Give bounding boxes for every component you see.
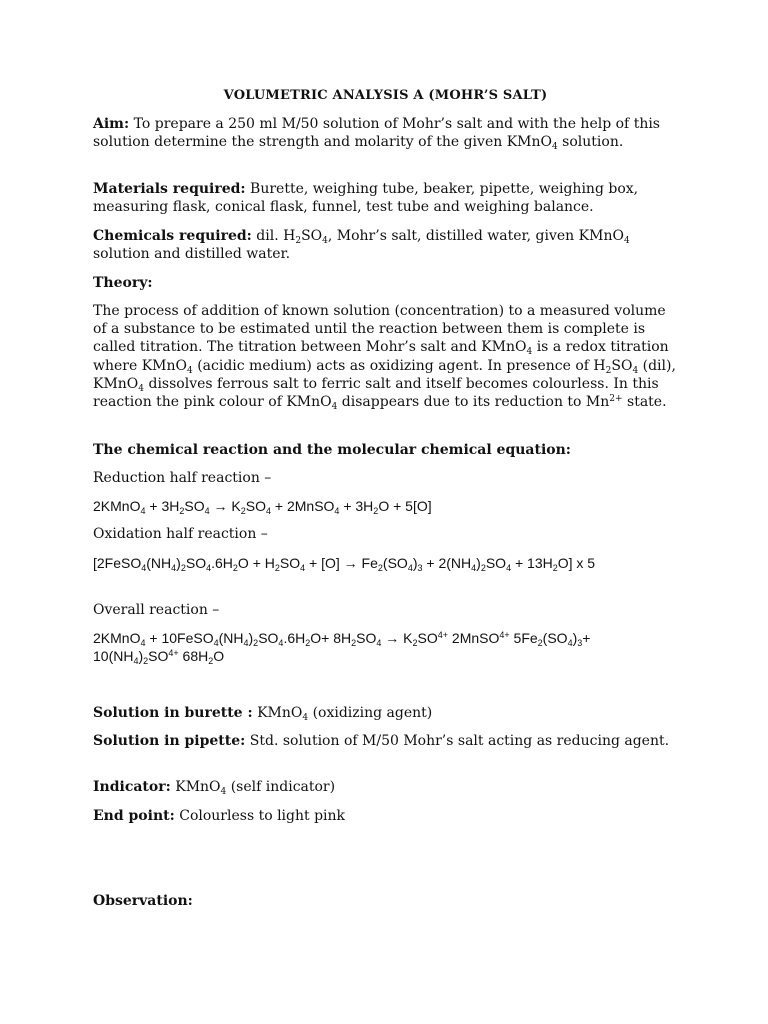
overall-label: Overall reaction – xyxy=(93,602,220,618)
burette-section xyxy=(93,704,678,722)
chemicals-text: dil. $H_2SO_4$, Mohr’s salt, distilled water, given KMnO$_4$ solution and distilled water. xyxy=(93,228,630,263)
reduction-label: Reduction half reaction – xyxy=(93,470,272,486)
theory-text xyxy=(93,302,678,411)
theory-paragraph: The process of addition of known solution (concentration) to a measured volume of a substance to be estimated until the reaction between them is complete is called titration. The titration between Mohr’s salt and KMnO$_4$ is a redox titration where KMnO$_4$ (acidic medium) acts as oxidizing agent. In presence of $H_2SO_4$ (dil), KMnO$_4$ dissolves ferrous salt to ferric salt and itself becomes colourless. In this reaction the pink colour of KMnO$_4$ disappears due to its reduction to $Mn^{2+}$ state. xyxy=(93,303,676,413)
pipette-section xyxy=(93,732,678,750)
observation-label: Observation: xyxy=(93,893,193,909)
end-point-text: Colourless to light pink xyxy=(179,808,346,824)
reduction-equation-text: 2KMnO$_4$ + $3H_2SO_4 \to K_2SO_4$ + 2MnSO$_4$ + $3H_2O + 5[O]$ xyxy=(93,498,432,516)
end-point-section xyxy=(93,807,678,825)
pipette-text: Std. solution of M/50 Mohr’s salt acting as reducing agent. xyxy=(249,733,670,749)
oxidation-equation-text: $[2FeSO_4(NH_4)_2SO_4.6H_2O + H_2SO_4 + [O] \to Fe_2(SO_4)_3 + 2(NH_4)_2SO_4 + 13H_2O]$ x 5 xyxy=(93,555,596,573)
reaction-heading: The chemical reaction and the molecular chemical equation: xyxy=(93,442,571,458)
aim-label: Aim: xyxy=(93,116,130,132)
materials-label: Materials required: xyxy=(93,181,246,197)
chemicals-section xyxy=(93,227,678,263)
burette-label: Solution in burette : xyxy=(93,705,253,721)
oxidation-equation xyxy=(93,554,678,572)
indicator-text: KMnO$_4$ (self indicator) xyxy=(175,779,336,797)
aim-text: To prepare a 250 ml M/50 solution of Mohr’s salt and with the help of this solution determine the strength and molarity of the given KMnO$_4$ solution. xyxy=(93,116,660,153)
materials-section xyxy=(93,180,678,216)
overall-equation-text: 2KMnO$_4$ + $10FeSO_4(NH_4)_2SO_4.6H_2O+ 8H_2SO_4 \to K_2SO^{4+}$ 2MnSO$^{4+}$ $5Fe_2(SO_4)_3+ 10(NH_4)_2SO^{4+}$ $68H_2O$ xyxy=(93,630,591,666)
end-point-label: End point: xyxy=(93,808,175,824)
oxidation-label: Oxidation half reaction – xyxy=(93,526,268,542)
aim-section xyxy=(93,115,678,151)
document-title: VOLUMETRIC ANALYSIS A (MOHR’S SALT) xyxy=(223,88,548,103)
indicator-label: Indicator: xyxy=(93,779,171,795)
reduction-equation xyxy=(93,497,678,515)
overall-equation xyxy=(93,629,678,665)
materials-text: Burette, weighing tube, beaker, pipette, weighing box, measuring flask, conical flask, funnel, test tube and weighing balance. xyxy=(93,181,639,216)
indicator-section xyxy=(93,778,678,796)
theory-label: Theory: xyxy=(93,275,153,291)
burette-text: KMnO$_4$ (oxidizing agent) xyxy=(257,705,433,723)
chemicals-label: Chemicals required: xyxy=(93,228,252,244)
pipette-label: Solution in pipette: xyxy=(93,733,246,749)
